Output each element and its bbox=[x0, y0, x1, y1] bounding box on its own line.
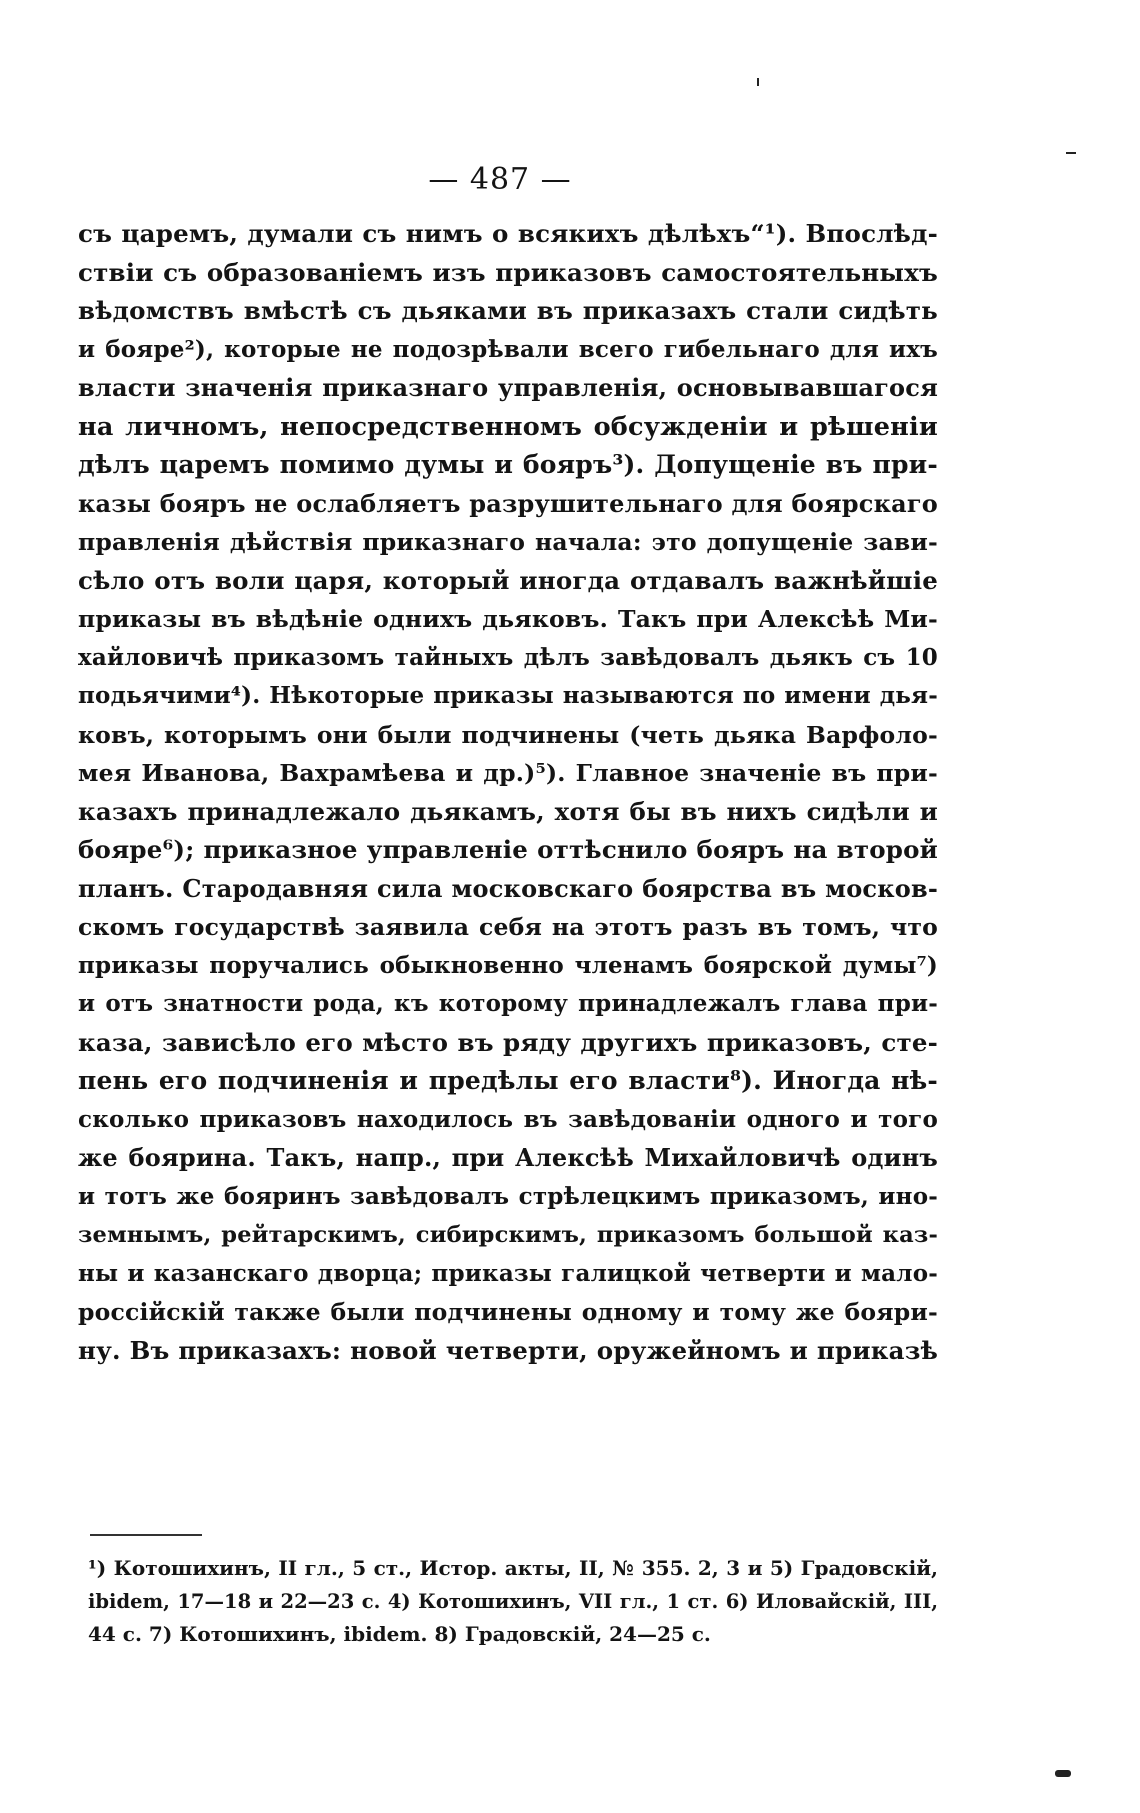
text-line: правленія дѣйствія приказнаго начала: это допущеніе зави- bbox=[78, 528, 938, 556]
text-line: вѣдомствъ вмѣстѣ съ дьяками въ приказахъ стали сидѣть bbox=[78, 296, 938, 325]
text-line: и отъ знатности рода, къ которому принадлежалъ глава при- bbox=[78, 990, 938, 1017]
page-number: — 487 — bbox=[428, 162, 572, 197]
text-line: и тотъ же бояринъ завѣдовалъ стрѣлецкимъ приказомъ, ино- bbox=[78, 1182, 938, 1210]
footnote-line: ¹) Котошихинъ, II гл., 5 ст., Истор. акты, II, № 355. 2, 3 и 5) Градовскій, bbox=[88, 1556, 938, 1580]
text-line: россійскій также были подчинены одному и тому же бояри- bbox=[78, 1298, 938, 1326]
text-line: подьячими⁴). Нѣкоторые приказы называются по имени дья- bbox=[78, 682, 938, 709]
footnote-line: ibidem, 17—18 и 22—23 с. 4) Котошихинъ, VII гл., 1 ст. 6) Иловайскій, III, bbox=[88, 1590, 938, 1613]
scan-speck bbox=[1066, 152, 1076, 154]
text-line: ковъ, которымъ они были подчинены (четь дьяка Варфоло- bbox=[78, 720, 938, 749]
text-line: дѣлъ царемъ помимо думы и бояръ³). Допущеніе въ при- bbox=[78, 450, 938, 479]
text-line: ны и казанскаго дворца; приказы галицкой четверти и мало- bbox=[78, 1259, 938, 1287]
text-line: съ царемъ, думали съ нимъ о всякихъ дѣлѣхъ“¹). Впослѣд- bbox=[78, 219, 938, 248]
text-line: пень его подчиненія и предѣлы его власти⁸). Иногда нѣ- bbox=[78, 1066, 938, 1095]
text-line: сѣло отъ воли царя, который иногда отдавалъ важнѣйшіе bbox=[78, 565, 938, 595]
text-line: власти значенія приказнаго управленія, основывавшагося bbox=[78, 373, 938, 402]
text-line: же боярина. Такъ, напр., при Алексѣѣ Михайловичѣ одинъ bbox=[78, 1143, 938, 1172]
text-line: казы бояръ не ослабляетъ разрушительнаго для боярскаго bbox=[78, 488, 938, 518]
text-line: мея Иванова, Вахрамѣева и др.)⁵). Главное значеніе въ при- bbox=[78, 759, 938, 787]
footnote-line: 44 с. 7) Котошихинъ, ibidem. 8) Градовскій, 24—25 с. bbox=[88, 1622, 711, 1646]
body-text bbox=[78, 215, 938, 1370]
text-line: приказы въ вѣдѣніе однихъ дьяковъ. Такъ при Алексѣѣ Ми- bbox=[78, 605, 938, 633]
text-line: скомъ государствѣ заявила себя на этотъ разъ въ томъ, что bbox=[78, 913, 938, 941]
footnote-divider bbox=[90, 1534, 202, 1536]
text-line: каза, зависѣло его мѣсто въ ряду другихъ приказовъ, сте- bbox=[78, 1027, 938, 1057]
scan-speck bbox=[757, 78, 759, 86]
scan-speck bbox=[1055, 1770, 1071, 1777]
text-line: земнымъ, рейтарскимъ, сибирскимъ, приказомъ большой каз- bbox=[78, 1222, 938, 1248]
footnotes bbox=[88, 1552, 938, 1651]
text-line: хайловичѣ приказомъ тайныхъ дѣлъ завѣдовалъ дьякъ съ 10 bbox=[78, 643, 938, 671]
text-line: на личномъ, непосредственномъ обсужденіи и рѣшеніи bbox=[78, 411, 938, 442]
text-line: сколько приказовъ находилось въ завѣдованіи одного и того bbox=[78, 1105, 938, 1133]
text-line: приказы поручались обыкновенно членамъ боярской думы⁷) bbox=[78, 951, 938, 979]
text-line: казахъ принадлежало дьякамъ, хотя бы въ нихъ сидѣли и bbox=[78, 796, 938, 826]
text-line: бояре⁶); приказное управленіе оттѣснило бояръ на второй bbox=[78, 835, 938, 864]
text-line: ну. Въ приказахъ: новой четверти, оружейномъ и приказѣ bbox=[78, 1335, 938, 1365]
text-line: планъ. Стародавняя сила московскаго боярства въ москов- bbox=[78, 873, 938, 903]
text-line: ствіи съ образованіемъ изъ приказовъ самостоятельныхъ bbox=[78, 257, 938, 287]
text-line: и бояре²), которые не подозрѣвали всего гибельнаго для ихъ bbox=[78, 335, 938, 363]
